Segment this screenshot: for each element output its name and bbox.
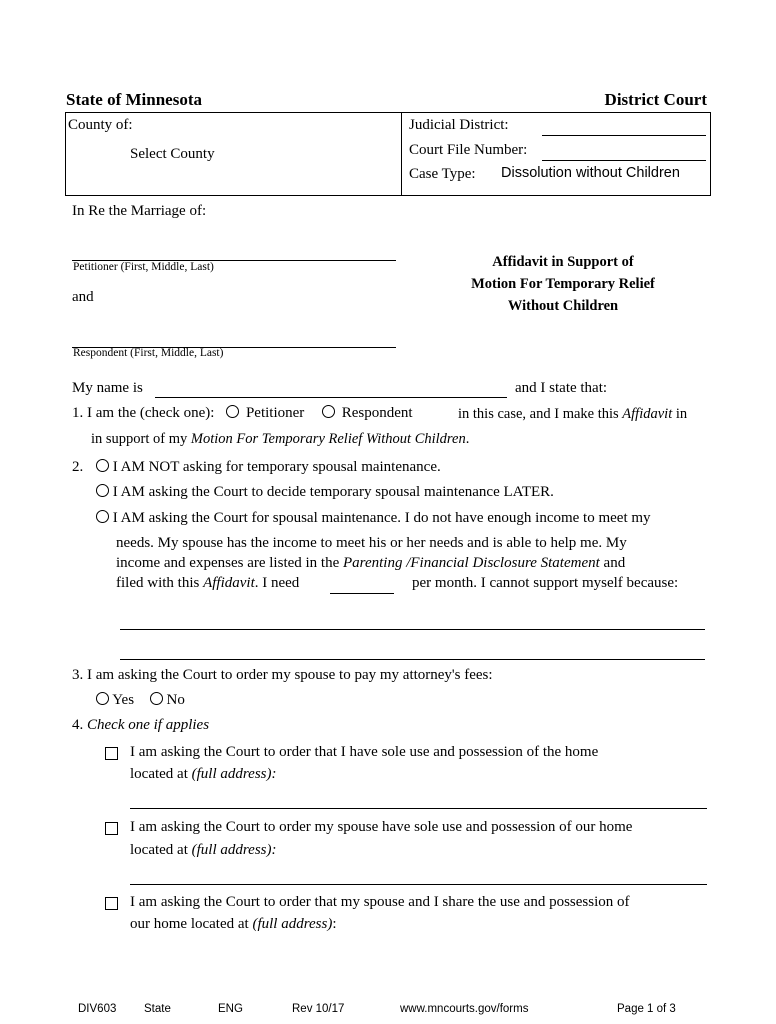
item-2-cont-2: income and expenses are listed in the Parenting /Financial Disclosure Statement and xyxy=(116,555,626,571)
county-select[interactable]: Select County xyxy=(130,146,215,162)
reason-line-2[interactable] xyxy=(120,643,705,660)
petitioner-name-field[interactable] xyxy=(72,244,396,261)
footer-state: State xyxy=(144,1003,171,1015)
court-file-number-label: Court File Number: xyxy=(409,142,528,158)
respondent-caption: Respondent (First, Middle, Last) xyxy=(73,347,224,359)
home-sole-me-address[interactable] xyxy=(130,792,707,809)
county-label: County of: xyxy=(68,117,133,133)
court-file-number-field[interactable] xyxy=(542,144,706,161)
home-sole-me-line-2: located at (full address): xyxy=(130,766,277,782)
judicial-district-field[interactable] xyxy=(542,119,706,136)
item-2-number: 2. xyxy=(72,459,84,475)
petitioner-radio[interactable] xyxy=(226,405,239,418)
home-sole-spouse-line-1: I am asking the Court to order my spouse have sole use and possession of our home xyxy=(130,819,633,835)
item-2-cont-3-tail: per month. I cannot support myself because: xyxy=(412,575,679,591)
item-4-heading: 4. Check one if applies xyxy=(72,717,210,733)
caption-divider xyxy=(401,113,402,195)
item-3-text: 3. I am asking the Court to order my spouse to pay my attorney's fees: xyxy=(72,667,493,683)
fees-yes-label: Yes xyxy=(112,692,135,708)
home-sole-me-checkbox[interactable] xyxy=(105,747,118,760)
petitioner-option-label: Petitioner xyxy=(245,405,305,421)
and-text: and xyxy=(72,289,94,305)
reason-line-1[interactable] xyxy=(120,613,705,630)
item-1-prefix: 1. I am the (check one): xyxy=(72,405,215,421)
respondent-radio[interactable] xyxy=(322,405,335,418)
case-type-label: Case Type: xyxy=(409,166,476,182)
title-line-1: Affidavit in Support of xyxy=(492,254,634,270)
home-sole-spouse-checkbox[interactable] xyxy=(105,822,118,835)
home-shared-checkbox[interactable] xyxy=(105,897,118,910)
in-re-heading: In Re the Marriage of: xyxy=(72,203,207,219)
my-name-label: My name is xyxy=(72,380,143,396)
case-type-value: Dissolution without Children xyxy=(501,165,680,181)
item-2-option-3 xyxy=(96,510,651,527)
item-2-cont-3: filed with this Affidavit. I need xyxy=(116,575,300,591)
court-heading: District Court xyxy=(604,90,707,109)
respondent-name-field[interactable] xyxy=(72,331,396,348)
state-that-text: and I state that: xyxy=(515,380,608,396)
footer-language: ENG xyxy=(218,1003,243,1015)
fees-no-radio[interactable] xyxy=(150,692,163,705)
home-shared-line-2: our home located at (full address): xyxy=(130,916,337,932)
home-sole-me-line-1: I am asking the Court to order that I have sole use and possession of the home xyxy=(130,744,599,760)
fees-yes-radio[interactable] xyxy=(96,692,109,705)
caption-box xyxy=(65,112,711,196)
petitioner-caption: Petitioner (First, Middle, Last) xyxy=(73,261,214,273)
maintenance-now-label: I AM asking the Court for spousal maintenance. I do not have enough income to meet my xyxy=(112,510,651,526)
item-3-options xyxy=(96,692,185,709)
item-1-line-2: in support of my Motion For Temporary Relief Without Children. xyxy=(91,431,470,447)
home-sole-spouse-line-2: located at (full address): xyxy=(130,842,277,858)
monthly-amount-field[interactable] xyxy=(330,577,394,594)
no-maintenance-radio[interactable] xyxy=(96,459,109,472)
footer-revision: Rev 10/17 xyxy=(292,1003,345,1015)
item-2-option-2 xyxy=(96,484,554,501)
state-heading: State of Minnesota xyxy=(66,90,202,109)
no-maintenance-label: I AM NOT asking for temporary spousal maintenance. xyxy=(112,459,441,475)
footer-page-number: Page 1 of 3 xyxy=(617,1003,676,1015)
judicial-district-label: Judicial District: xyxy=(409,117,509,133)
title-line-2: Motion For Temporary Relief xyxy=(471,276,655,292)
my-name-field[interactable] xyxy=(155,381,507,398)
respondent-option-label: Respondent xyxy=(341,405,413,421)
document-title xyxy=(410,251,716,317)
item-2-cont-1: needs. My spouse has the income to meet his or her needs and is able to help me. My xyxy=(116,535,627,551)
item-2-option-1 xyxy=(96,459,441,476)
item-1-tail: in this case, and I make this Affidavit in xyxy=(458,406,688,422)
footer-url-link[interactable]: www.mncourts.gov/forms xyxy=(400,1003,529,1015)
maintenance-now-radio[interactable] xyxy=(96,510,109,523)
title-line-3: Without Children xyxy=(507,298,619,314)
maintenance-later-label: I AM asking the Court to decide temporary spousal maintenance LATER. xyxy=(112,484,554,500)
home-sole-spouse-address[interactable] xyxy=(130,868,707,885)
home-shared-line-1: I am asking the Court to order that my spouse and I share the use and possession of xyxy=(130,894,630,910)
fees-no-label: No xyxy=(166,692,185,708)
footer-form-id: DIV603 xyxy=(78,1003,117,1015)
maintenance-later-radio[interactable] xyxy=(96,484,109,497)
item-1 xyxy=(72,405,413,422)
